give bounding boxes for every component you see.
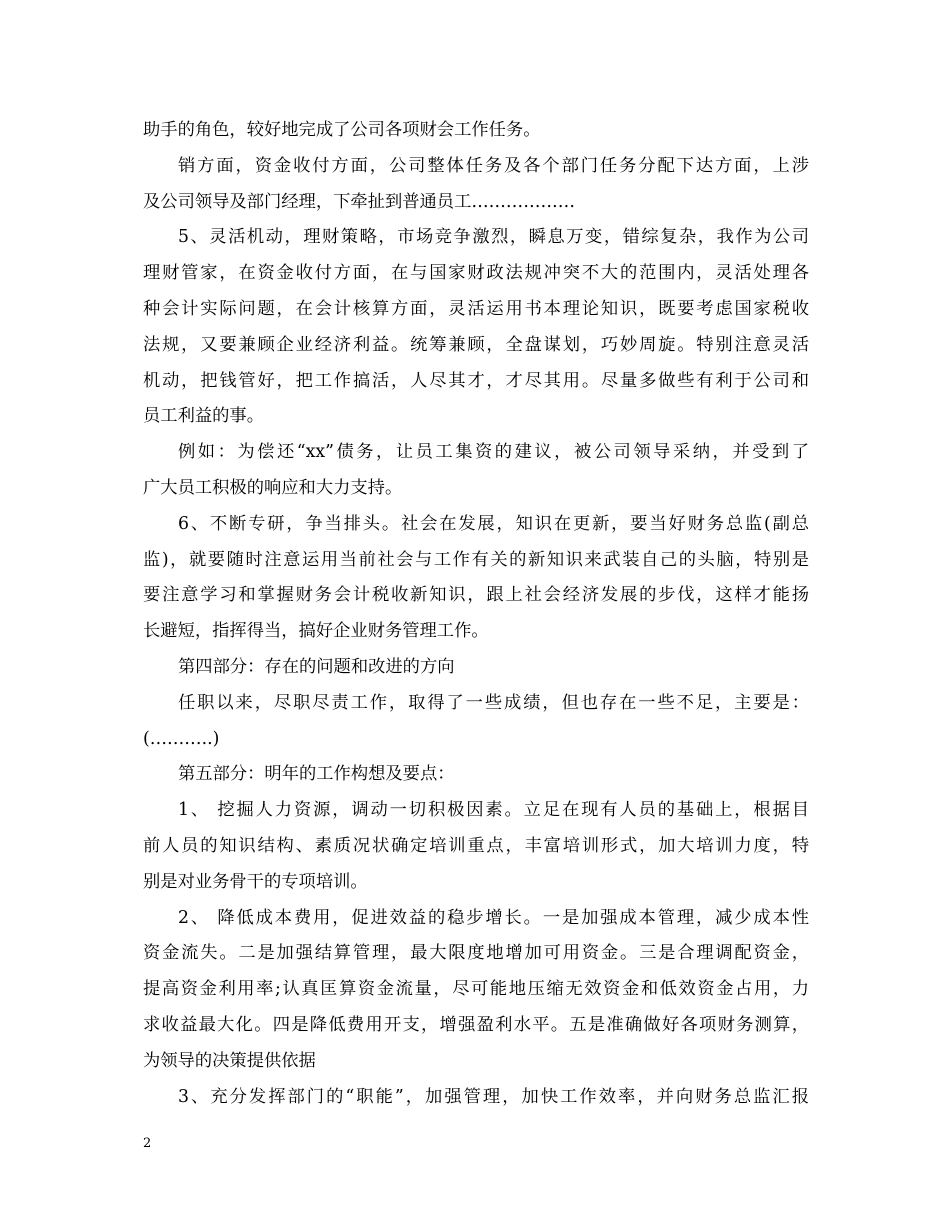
text-line-5: 理财管家，在资金收付方面，在与国家财政法规冲突不大的范围内，灵活处理各 xyxy=(143,263,809,284)
text-line-17: 任职以来，尽职尽责工作，取得了一些成绩，但也存在一些不足，主要是： xyxy=(178,692,809,713)
text-line-6: 种会计实际问题，在会计核算方面，灵活运用书本理论知识，既要考虑国家税收 xyxy=(143,298,809,319)
text-line-15: 长避短，指挥得当，搞好企业财务管理工作。 xyxy=(143,621,489,642)
section-heading-part-4: 第四部分：存在的问题和改进的方向 xyxy=(178,656,455,677)
text-line-20: 1、 挖掘人力资源，调动一切积极因素。立足在现有人员的基础上，根据目 xyxy=(178,800,809,821)
text-line-7: 法规，又要兼顾企业经济利益。统筹兼顾，全盘谋划，巧妙周旋。特别注意灵活 xyxy=(143,334,809,355)
text-line-22: 别是对业务骨干的专项培训。 xyxy=(143,871,368,892)
text-line-26: 求收益最大化。四是降低费用开支，增强盈利水平。五是准确做好各项财务测算， xyxy=(143,1014,809,1035)
text-line-12: 6、不断专研，争当排头。社会在发展，知识在更新，要当好财务总监(副总 xyxy=(178,513,809,534)
text-line-3: 及公司领导及部门经理，下牵扯到普通员工……………… xyxy=(143,191,576,212)
text-line-24: 资金流失。二是加强结算管理，最大限度地增加可用资金。三是合理调配资金， xyxy=(143,943,809,964)
text-line-14: 要注意学习和掌握财务会计税收新知识，跟上社会经济发展的步伐，这样才能扬 xyxy=(143,585,809,606)
text-line-21: 前人员的知识结构、素质况状确定培训重点，丰富培训形式，加大培训力度，特 xyxy=(143,835,809,856)
text-line-9: 员工利益的事。 xyxy=(143,406,264,427)
text-line-28: 3、充分发挥部门的“职能”，加强管理，加快工作效率，并向财务总监汇报 xyxy=(178,1086,809,1107)
text-line-13: 监)，就要随时注意运用当前社会与工作有关的新知识来武装自己的头脑，特别是 xyxy=(143,549,809,570)
text-line-27: 为领导的决策提供依据 xyxy=(143,1050,316,1071)
section-heading-part-5: 第五部分：明年的工作构想及要点： xyxy=(178,764,455,785)
page-number: 2 xyxy=(143,1136,152,1151)
text-line-11: 广大员工积极的响应和大力支持。 xyxy=(143,477,403,498)
document-body xyxy=(143,113,809,1115)
text-line-1: 助手的角色，较好地完成了公司各项财会工作任务。 xyxy=(143,120,541,140)
text-line-18: (………..) xyxy=(143,728,220,749)
text-line-2: 销方面，资金收付方面，公司整体任务及各个部门任务分配下达方面，上涉 xyxy=(178,155,809,176)
text-line-4: 5、灵活机动，理财策略，市场竞争激烈，瞬息万变，错综复杂，我作为公司 xyxy=(178,227,809,248)
text-line-25: 提高资金利用率;认真匡算资金流量，尽可能地压缩无效资金和低效资金占用，力 xyxy=(143,979,809,1000)
text-line-23: 2、 降低成本费用，促进效益的稳步增长。一是加强成本管理，减少成本性 xyxy=(178,907,809,928)
text-line-10: 例如：为偿还“xx”债务，让员工集资的建议，被公司领导采纳，并受到了 xyxy=(178,442,809,463)
text-line-8: 机动，把钱管好，把工作搞活，人尽其才，才尽其用。尽量多做些有利于公司和 xyxy=(143,370,809,391)
